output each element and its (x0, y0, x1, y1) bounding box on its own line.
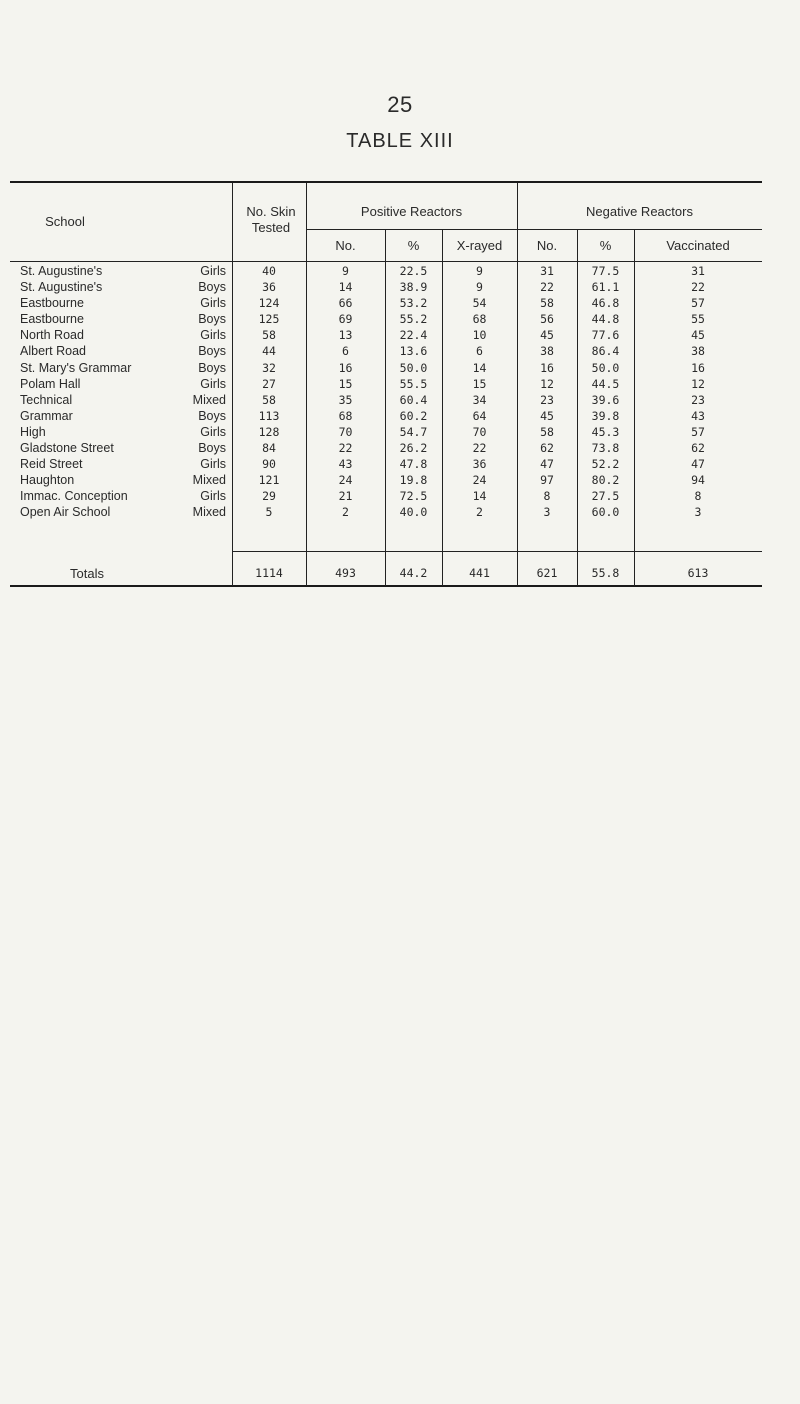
cell-xray: 22 (472, 441, 487, 456)
cell-xray: 14 (472, 360, 487, 375)
cell-pos-pct: 55.5 (399, 376, 428, 391)
school-category: Girls (200, 376, 226, 391)
school-name: Immac. Conception (20, 489, 128, 504)
totals-top-rule (232, 551, 762, 552)
cell-tested: 5 (265, 505, 273, 520)
school-name: Eastbourne (20, 296, 84, 311)
totals-pos-pct: 44.2 (399, 566, 428, 580)
cell-xray: 10 (472, 328, 487, 343)
cell-pos-pct: 53.2 (399, 296, 428, 311)
cell-vacc: 31 (691, 264, 705, 278)
bottom-rule (10, 585, 762, 587)
cell-pos-no: 22 (338, 441, 353, 456)
cell-xray: 34 (472, 392, 487, 407)
totals-xrayed: 441 (469, 566, 490, 580)
cell-pos-no: 6 (342, 344, 349, 359)
cell-neg-pct: 39.6 (591, 392, 620, 407)
cell-pos-no: 16 (338, 360, 353, 375)
table-row (0, 392, 800, 408)
school-name: High (20, 424, 46, 439)
cell-tested: 113 (258, 408, 280, 423)
school-name: Technical (20, 392, 73, 407)
cell-neg-no: 97 (540, 473, 554, 488)
table-row (0, 488, 800, 504)
cell-vacc: 22 (691, 280, 705, 295)
cell-neg-no: 8 (543, 489, 551, 504)
school-category: Girls (200, 328, 226, 343)
school-name: St. Mary's Grammar (20, 360, 132, 375)
cell-neg-no: 23 (540, 392, 554, 407)
header-negative-reactors: Negative Reactors (586, 204, 693, 219)
cell-pos-pct: 13.6 (399, 344, 428, 359)
totals-neg-no: 621 (536, 566, 558, 580)
cell-pos-no: 70 (338, 424, 353, 439)
cell-tested: 128 (258, 424, 280, 439)
cell-pos-no: 24 (338, 473, 353, 488)
school-category: Boys (198, 280, 226, 295)
cell-neg-pct: 39.8 (591, 408, 620, 423)
school-name: Polam Hall (20, 376, 81, 391)
table-title: TABLE XIII (346, 130, 454, 152)
cell-neg-no: 47 (540, 457, 554, 472)
cell-vacc: 57 (691, 296, 705, 311)
cell-neg-no: 3 (543, 505, 551, 520)
header-vaccinated: Vaccinated (666, 238, 730, 253)
header-xrayed: X-rayed (456, 238, 503, 253)
school-name: St. Augustine's (20, 264, 103, 278)
cell-tested: 84 (262, 441, 276, 456)
cell-xray: 2 (476, 505, 483, 520)
school-name: St. Augustine's (20, 280, 103, 295)
cell-neg-pct: 44.5 (591, 376, 620, 391)
table-row (0, 263, 800, 279)
school-category: Boys (198, 344, 226, 359)
cell-pos-pct: 26.2 (399, 441, 428, 456)
cell-neg-no: 38 (540, 344, 554, 359)
cell-pos-no: 68 (338, 408, 353, 423)
cell-pos-pct: 72.5 (399, 489, 428, 504)
cell-neg-pct: 77.6 (591, 328, 620, 343)
cell-vacc: 45 (691, 328, 705, 343)
cell-neg-no: 58 (540, 296, 554, 311)
header-positive-reactors: Positive Reactors (360, 204, 463, 219)
cell-pos-no: 14 (338, 280, 353, 295)
school-category: Girls (200, 264, 226, 278)
cell-xray: 14 (472, 489, 487, 504)
cell-neg-pct: 86.4 (591, 344, 620, 359)
cell-tested: 27 (262, 376, 276, 391)
cell-neg-pct: 27.5 (591, 489, 620, 504)
table-row (0, 376, 800, 392)
school-name: Gladstone Street (20, 441, 114, 456)
cell-tested: 124 (258, 296, 280, 311)
cell-pos-pct: 60.4 (399, 392, 428, 407)
cell-neg-pct: 44.8 (591, 312, 620, 327)
cell-xray: 6 (476, 344, 483, 359)
school-name: North Road (20, 328, 84, 343)
cell-vacc: 12 (691, 376, 705, 391)
table-row (0, 295, 800, 311)
cell-pos-no: 66 (338, 296, 353, 311)
school-name: Grammar (20, 408, 73, 423)
cell-tested: 58 (262, 392, 276, 407)
cell-neg-pct: 60.0 (591, 505, 620, 520)
school-category: Boys (198, 360, 226, 375)
school-category: Girls (200, 457, 226, 472)
header-pos-pct: % (407, 238, 420, 253)
cell-xray: 24 (472, 473, 487, 488)
header-school: School (45, 214, 85, 229)
totals-label: Totals (70, 566, 104, 581)
school-category: Boys (198, 408, 226, 423)
school-category: Mixed (192, 473, 226, 488)
cell-neg-no: 45 (540, 328, 554, 343)
header-skin-tested: No. Skin Tested (246, 204, 296, 235)
cell-neg-pct: 61.1 (591, 280, 620, 295)
header-rule (10, 261, 762, 262)
cell-pos-pct: 50.0 (399, 360, 428, 375)
cell-pos-pct: 60.2 (399, 408, 428, 423)
cell-vacc: 62 (691, 441, 705, 456)
cell-pos-pct: 22.4 (399, 328, 428, 343)
table-row (0, 360, 800, 376)
cell-tested: 29 (262, 489, 276, 504)
table-row (0, 311, 800, 327)
school-category: Mixed (192, 505, 226, 520)
school-name: Eastbourne (20, 312, 84, 327)
cell-neg-no: 58 (540, 424, 554, 439)
cell-pos-pct: 38.9 (399, 280, 428, 295)
header-neg-no: No. (536, 238, 558, 253)
cell-neg-pct: 50.0 (591, 360, 620, 375)
school-name: Reid Street (20, 457, 83, 472)
cell-neg-no: 31 (540, 264, 554, 278)
cell-pos-pct: 22.5 (399, 264, 428, 278)
cell-xray: 9 (476, 280, 483, 295)
negative-subheader-rule (517, 229, 762, 230)
school-category: Girls (200, 424, 226, 439)
cell-vacc: 55 (691, 312, 705, 327)
school-category: Boys (198, 441, 226, 456)
cell-tested: 36 (262, 280, 276, 295)
cell-vacc: 57 (691, 424, 705, 439)
table-row (0, 504, 800, 520)
cell-vacc: 8 (694, 489, 702, 504)
cell-pos-no: 2 (342, 505, 349, 520)
table-row (0, 472, 800, 488)
cell-neg-pct: 77.5 (591, 264, 620, 278)
cell-neg-no: 62 (540, 441, 554, 456)
cell-neg-no: 16 (540, 360, 554, 375)
cell-pos-no: 69 (338, 312, 353, 327)
cell-tested: 125 (258, 312, 280, 327)
table-row (0, 327, 800, 343)
cell-neg-no: 56 (540, 312, 554, 327)
header-pos-no: No. (335, 238, 356, 253)
cell-pos-pct: 19.8 (399, 473, 428, 488)
table-row (0, 424, 800, 440)
cell-vacc: 23 (691, 392, 705, 407)
cell-neg-no: 45 (540, 408, 554, 423)
table-row (0, 343, 800, 359)
cell-xray: 15 (472, 376, 487, 391)
cell-pos-pct: 47.8 (399, 457, 428, 472)
cell-xray: 36 (472, 457, 487, 472)
cell-pos-no: 15 (338, 376, 353, 391)
page-number: 25 (387, 92, 413, 117)
cell-xray: 68 (472, 312, 487, 327)
school-name: Open Air School (20, 505, 111, 520)
school-category: Mixed (192, 392, 226, 407)
cell-vacc: 43 (691, 408, 705, 423)
header-neg-pct: % (599, 238, 612, 253)
cell-vacc: 3 (694, 505, 702, 520)
school-category: Girls (200, 489, 226, 504)
table-body (0, 263, 800, 521)
cell-vacc: 94 (691, 473, 705, 488)
table-row (0, 408, 800, 424)
school-name: Haughton (20, 473, 75, 488)
cell-vacc: 38 (691, 344, 705, 359)
totals-tested: 1114 (255, 566, 283, 580)
cell-tested: 58 (262, 328, 276, 343)
school-category: Boys (198, 312, 226, 327)
cell-tested: 32 (262, 360, 276, 375)
cell-pos-no: 13 (338, 328, 353, 343)
cell-vacc: 47 (691, 457, 705, 472)
totals-row (0, 566, 800, 584)
school-category: Girls (200, 296, 226, 311)
cell-neg-pct: 45.3 (591, 424, 620, 439)
cell-neg-no: 22 (540, 280, 554, 295)
cell-tested: 40 (262, 264, 276, 278)
school-name: Albert Road (20, 344, 87, 359)
cell-pos-no: 43 (338, 457, 353, 472)
cell-xray: 54 (472, 296, 487, 311)
cell-pos-pct: 55.2 (399, 312, 428, 327)
totals-neg-pct: 55.8 (591, 566, 620, 580)
table-row (0, 440, 800, 456)
cell-tested: 121 (258, 473, 280, 488)
cell-neg-no: 12 (540, 376, 554, 391)
cell-pos-pct: 54.7 (399, 424, 428, 439)
cell-pos-no: 9 (342, 264, 349, 278)
cell-pos-no: 21 (338, 489, 353, 504)
cell-pos-pct: 40.0 (399, 505, 428, 520)
positive-subheader-rule (306, 229, 517, 230)
cell-neg-pct: 52.2 (591, 457, 620, 472)
cell-neg-pct: 46.8 (591, 296, 620, 311)
cell-neg-pct: 73.8 (591, 441, 620, 456)
cell-xray: 64 (472, 408, 487, 423)
cell-neg-pct: 80.2 (591, 473, 620, 488)
cell-vacc: 16 (691, 360, 705, 375)
table-row (0, 279, 800, 295)
totals-pos-no: 493 (335, 566, 356, 580)
table-row (0, 456, 800, 472)
cell-pos-no: 35 (338, 392, 353, 407)
cell-xray: 70 (472, 424, 487, 439)
totals-vaccinated: 613 (687, 566, 709, 580)
cell-tested: 90 (262, 457, 276, 472)
cell-xray: 9 (476, 264, 483, 278)
cell-tested: 44 (262, 344, 276, 359)
top-rule (10, 181, 762, 183)
